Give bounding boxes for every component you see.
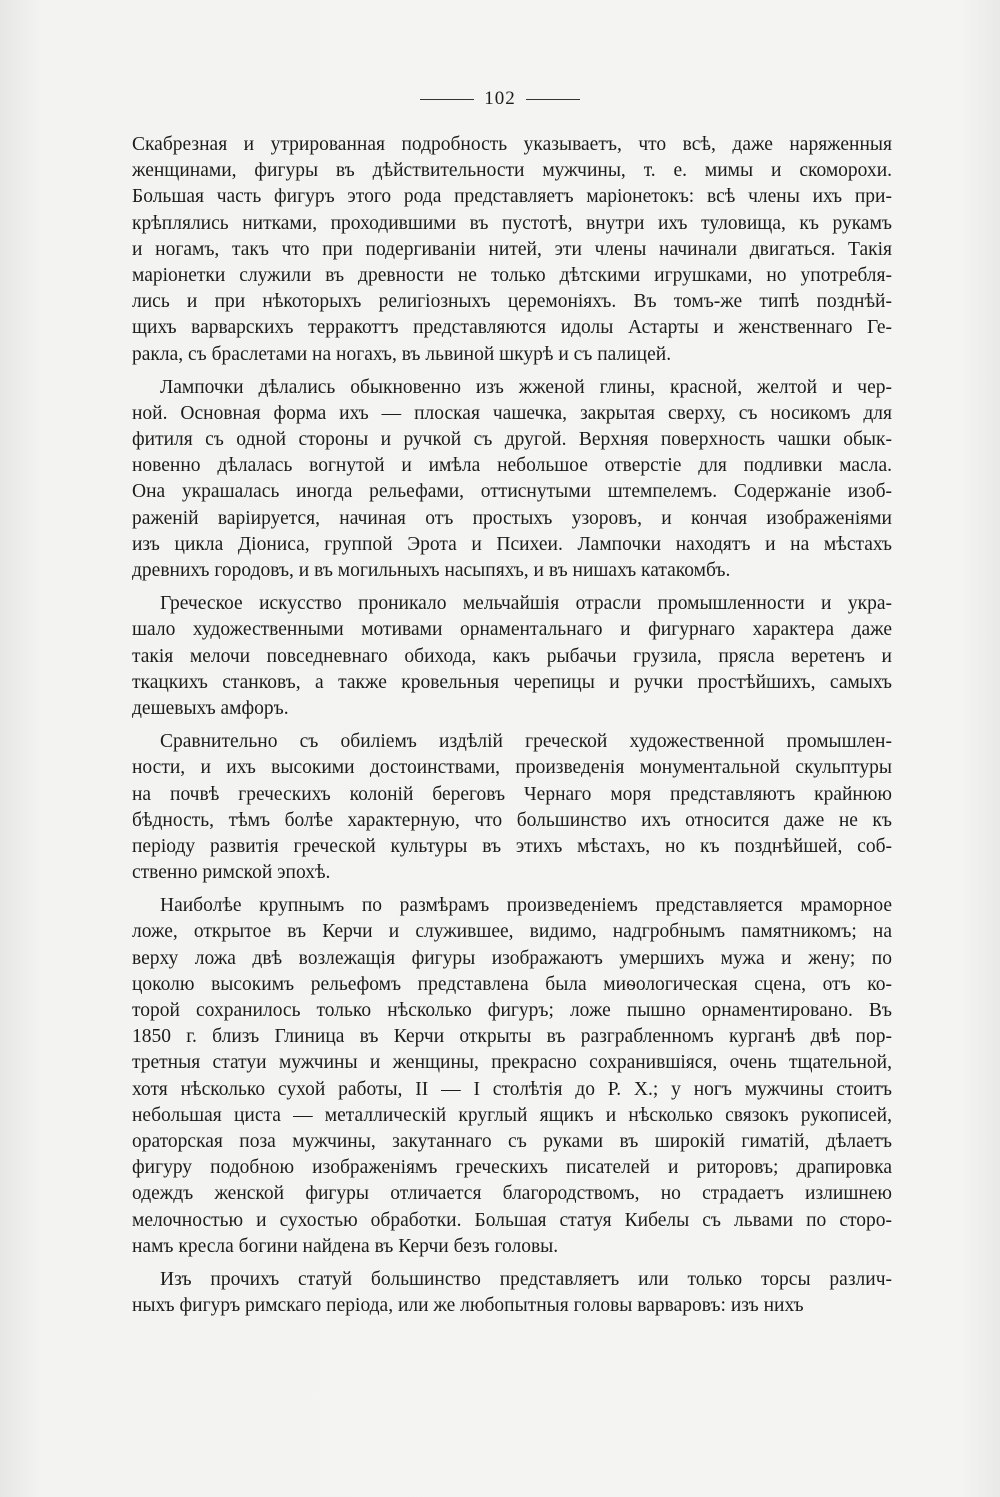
paragraph: [132, 132, 892, 368]
text-line: 1850 г. близъ Глиница въ Керчи открыты въ разграбленномъ курганѣ двѣ пор-: [132, 1026, 892, 1048]
text-line: ложе, открытое въ Керчи и служившее, видимо, надгробнымъ памятникомъ; на: [132, 921, 892, 943]
text-line: Греческое искусство проникало мельчайшія отрасли промышленности и укра-: [160, 593, 892, 615]
text-line: ныхъ фигуръ римскаго періода, или же любопытныя головы варваровъ: изъ нихъ: [132, 1295, 804, 1317]
text-line: крѣплялись нитками, проходившими въ пустотѣ, внутри ихъ туловища, къ рукамъ: [132, 212, 892, 234]
text-line: раженій варіируется, начиная отъ простыхъ узоровъ, и кончая изображеніями: [132, 507, 892, 529]
paragraph: [132, 1267, 892, 1319]
right-rule: [526, 99, 580, 100]
text-line: Она украшалась иногда рельефами, оттиснутыми штемпелемъ. Содержаніе изоб-: [132, 481, 892, 503]
body-text: [132, 132, 892, 1326]
text-line: такія мелочи повседневнаго обихода, какъ рыбачьи грузила, прясла веретенъ и: [132, 645, 892, 667]
text-line: цоколю высокимъ рельефомъ представлена была миѳологическая сцена, отъ ко-: [132, 973, 892, 995]
text-line: шало художественными мотивами орнаментальнаго и фигурнаго характера даже: [132, 619, 892, 641]
text-line: Большая часть фигуръ этого рода представляетъ маріонетокъ: всѣ члены ихъ при-: [132, 186, 892, 208]
text-line: ракла, съ браслетами на ногахъ, въ львиной шкурѣ и съ палицей.: [132, 343, 672, 365]
text-line: торой сохранилось только нѣсколько фигуръ; ложе пышно орнаментировано. Въ: [132, 1000, 892, 1021]
text-line: женщинами, фигуры въ дѣйствительности мужчины, т. е. мимы и скоморохи.: [132, 160, 892, 182]
paragraph: [132, 729, 892, 886]
text-line: дешевыхъ амфоръ.: [132, 697, 289, 719]
text-line: щихъ варварскихъ терракоттъ представляются идолы Астарты и женственнаго Ге-: [132, 317, 892, 339]
text-line: Наиболѣе крупнымъ по размѣрамъ произведеніемъ представляется мраморное: [160, 895, 892, 917]
text-line: Изъ прочихъ статуй большинство представляетъ или только торсы различ-: [160, 1268, 892, 1290]
paragraph: [132, 893, 892, 1260]
text-line: небольшая циста — металлическій круглый ящикъ и нѣсколько связокъ рукописей,: [132, 1104, 892, 1126]
text-line: періоду развитія греческой культуры въ этихъ мѣстахъ, но къ позднѣйшей, соб-: [132, 835, 892, 857]
text-line: фигуру подобною изображеніямъ греческихъ писателей и риторовъ; драпировка: [132, 1157, 892, 1179]
page-number: 102: [484, 88, 516, 109]
text-line: одеждъ женской фигуры отличается благородствомъ, но страдаетъ излишнею: [132, 1183, 892, 1205]
paragraph: [132, 591, 892, 722]
text-line: хотя нѣсколько сухой работы, II — I столѣтія до Р. Х.; у ногъ мужчины стоитъ: [132, 1078, 892, 1100]
text-line: ственно римской эпохѣ.: [132, 862, 331, 884]
text-line: новенно дѣлалась вогнутой и имѣла небольшое отверстіе для подливки масла.: [132, 455, 892, 477]
text-line: мелочностью и сухостью обработки. Большая статуя Кибелы съ львами по сторо-: [132, 1209, 892, 1231]
text-line: ной. Основная форма ихъ — плоская чашечка, закрытая сверху, съ носикомъ для: [132, 402, 892, 424]
text-line: Лампочки дѣлались обыкновенно изъ жженой глины, красной, желтой и чер-: [160, 376, 892, 398]
text-line: намъ кресла богини найдена въ Керчи безъ головы.: [132, 1235, 559, 1257]
paragraph: [132, 375, 892, 585]
page-header: [0, 88, 1000, 110]
text-line: лись и при нѣкоторыхъ религіозныхъ церемоніяхъ. Въ томъ-же типѣ позднѣй-: [132, 291, 892, 313]
text-line: ности, и ихъ высокими достоинствами, произведенія монументальной скульптуры: [132, 757, 892, 779]
text-line: третныя статуи мужчины и женщины, прекрасно сохранившіяся, очень тщательной,: [132, 1052, 892, 1074]
left-rule: [420, 99, 474, 100]
text-line: Сравнительно съ обиліемъ издѣлій греческой художественной промышлен-: [160, 731, 892, 753]
text-line: маріонетки служили въ древности не только дѣтскими игрушками, но употребля-: [132, 264, 892, 286]
text-line: древнихъ городовъ, и въ могильныхъ насыпяхъ, и въ нишахъ катакомбъ.: [132, 560, 731, 581]
text-line: изъ цикла Діониса, группой Эрота и Психеи. Лампочки находятъ и на мѣстахъ: [132, 533, 892, 555]
text-line: фитиля съ одной стороны и ручкой съ другой. Верхняя поверхность чашки обык-: [132, 429, 892, 451]
text-line: бѣдность, тѣмъ болѣе характерную, что большинство ихъ относится даже не къ: [132, 809, 892, 831]
text-line: Скабрезная и утрированная подробность указываетъ, что всѣ, даже наряженныя: [132, 134, 892, 155]
text-line: и ногамъ, такъ что при подергиваніи нитей, эти члены начинали двигаться. Такія: [132, 238, 892, 260]
text-line: ораторская поза мужчины, закутаннаго съ руками въ широкій гиматій, дѣлаетъ: [132, 1130, 892, 1152]
text-line: на почвѣ греческихъ колоній береговъ Чернаго моря представляютъ крайнюю: [132, 783, 892, 805]
text-line: ткацкихъ станковъ, а также кровельныя черепицы и ручки простѣйшихъ, самыхъ: [132, 671, 892, 693]
text-line: верху ложа двѣ возлежащія фигуры изображаютъ умершихъ мужа и жену; по: [132, 947, 892, 969]
